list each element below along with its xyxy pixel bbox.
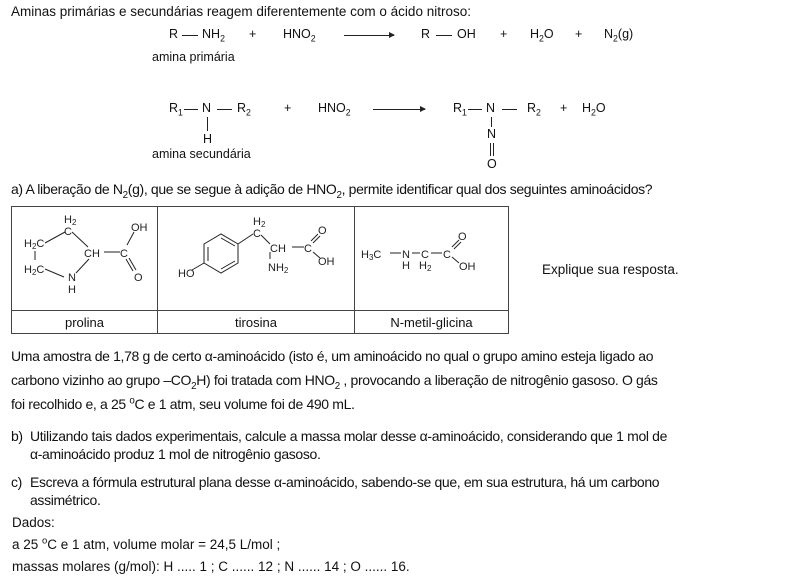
label-n-metil-glicina: N-metil-glicina (355, 311, 509, 334)
r1-reactant-group: $NH_2$ (202, 27, 225, 44)
reaction-arrow-icon (344, 35, 394, 36)
plus-sign: + (249, 27, 257, 41)
paragraph-line-1: Uma amostra de 1,78 g de certo α-aminoácido (isto é, um aminoácido no qual o grupo amino esteja ligado ao (11, 348, 654, 364)
svg-text:H2C: H2C (24, 238, 45, 251)
svg-text:H2: H2 (419, 260, 432, 273)
r2-product-water: $H_2O$ (582, 101, 606, 118)
r2-h: H (203, 132, 213, 146)
svg-text:CH: CH (84, 248, 100, 260)
svg-text:C: C (304, 243, 312, 255)
paragraph-line-3: foi recolhido e, a 25 $^o$C e 1 atm, seu volume foi de 490 mL. (11, 395, 355, 412)
svg-text:H2C: H2C (24, 264, 45, 277)
label-primary-amine: amina primária (152, 50, 235, 64)
svg-text:H3C: H3C (361, 249, 382, 262)
svg-text:H: H (402, 260, 410, 272)
double-bond (490, 143, 491, 156)
svg-text:H: H (68, 284, 76, 296)
svg-text:H2: H2 (64, 214, 77, 227)
paragraph-line-2: carbono vizinho ao grupo $-CO_2H$) foi tratada com $HNO_2$ , provocando a liberação de nitrogênio gasoso. O gás (11, 372, 658, 392)
label-secondary-amine: amina secundária (152, 147, 251, 161)
svg-text:O: O (458, 231, 467, 243)
svg-text:C: C (421, 249, 429, 261)
structure-prolina (12, 207, 158, 311)
svg-text:O: O (318, 225, 327, 237)
single-bond (502, 109, 517, 110)
svg-text:CH: CH (270, 243, 286, 255)
single-bond (217, 109, 232, 110)
svg-text:H2: H2 (253, 216, 266, 229)
r2-r2: $R_2$ (237, 101, 251, 118)
r2-product-n: N (486, 101, 496, 115)
r2-product-r2: $R_2$ (527, 101, 541, 118)
structure-n-metil-glicina (355, 207, 509, 311)
r2-product-r1: $R_1$ (453, 101, 467, 118)
svg-text:C: C (64, 226, 72, 238)
plus-sign: + (284, 101, 292, 115)
svg-text:C: C (443, 249, 451, 261)
question-c-label: c) (11, 474, 22, 490)
n-metil-glicina-structure-icon (355, 207, 508, 305)
question-b-line-1: Utilizando tais dados experimentais, calcule a massa molar desse α-aminoácido, considerando que 1 mol de (30, 428, 668, 444)
svg-text:O: O (134, 272, 143, 284)
r1-product-r: R (421, 27, 431, 41)
svg-text:N: N (402, 249, 410, 261)
double-bond (493, 143, 494, 156)
dados-title: Dados: (12, 515, 55, 530)
question-b-line-2: α-aminoácido produz 1 mol de nitrogênio gasoso. (30, 446, 321, 462)
prolina-structure-icon (12, 207, 157, 305)
explain-text: Explique sua resposta. (542, 262, 679, 277)
single-bond (182, 35, 198, 36)
r2-product-o: O (487, 157, 497, 171)
question-b-label: b) (11, 428, 23, 444)
structure-tirosina (158, 207, 355, 311)
single-bond (207, 117, 208, 131)
r1-reactant-hno2: $HNO_2$ (283, 27, 316, 44)
reaction-arrow-icon (373, 109, 425, 110)
question-c-line-2: assimétrico. (30, 492, 101, 508)
r1-product-water: $H_2O$ (530, 27, 554, 44)
amino-acid-table (11, 206, 509, 334)
label-prolina: prolina (12, 311, 158, 334)
dados-line-2: massas molares (g/mol): H ..... 1 ; C ...... 12 ; N ...... 14 ; O ...... 16. (12, 559, 410, 574)
svg-text:C: C (253, 228, 261, 240)
tirosina-structure-icon (158, 207, 354, 305)
dados-line-1: a 25 $^o$C e 1 atm, volume molar = 24,5 L/mol ; (12, 535, 281, 552)
intro-text: Aminas primárias e secundárias reagem diferentemente com o ácido nitroso: (11, 4, 471, 19)
svg-text:C: C (120, 248, 128, 260)
plus-sign: + (560, 101, 568, 115)
svg-text:OH: OH (131, 222, 148, 234)
r2-n: N (202, 101, 212, 115)
label-tirosina: tirosina (158, 311, 355, 334)
r1-reactant-r: R (169, 27, 179, 41)
plus-sign: + (500, 27, 508, 41)
svg-text:HO: HO (178, 268, 195, 280)
question-a: a) A liberação de $N_2(g)$, que se segue à adição de $HNO_2$, permite identificar qual dos seguintes aminoácidos? (11, 181, 653, 201)
svg-text:OH: OH (459, 261, 476, 273)
r2-r1: $R_1$ (169, 101, 183, 118)
plus-sign: + (575, 27, 583, 41)
svg-text:OH: OH (318, 256, 335, 268)
r1-product-oh: OH (457, 27, 476, 41)
r2-product-n2: N (487, 127, 497, 141)
single-bond (436, 35, 452, 36)
question-c-line-1: Escreva a fórmula estrutural plana desse α-aminoácido, sabendo-se que, em sua estrutura, há um carbono (30, 474, 660, 490)
single-bond (184, 109, 198, 110)
r1-product-n2: $N_2(g)$ (604, 27, 634, 44)
svg-text:NH2: NH2 (268, 262, 289, 275)
svg-text:N: N (68, 272, 76, 284)
r2-hno2: $HNO_2$ (318, 101, 351, 118)
single-bond (491, 117, 492, 127)
single-bond (468, 109, 482, 110)
